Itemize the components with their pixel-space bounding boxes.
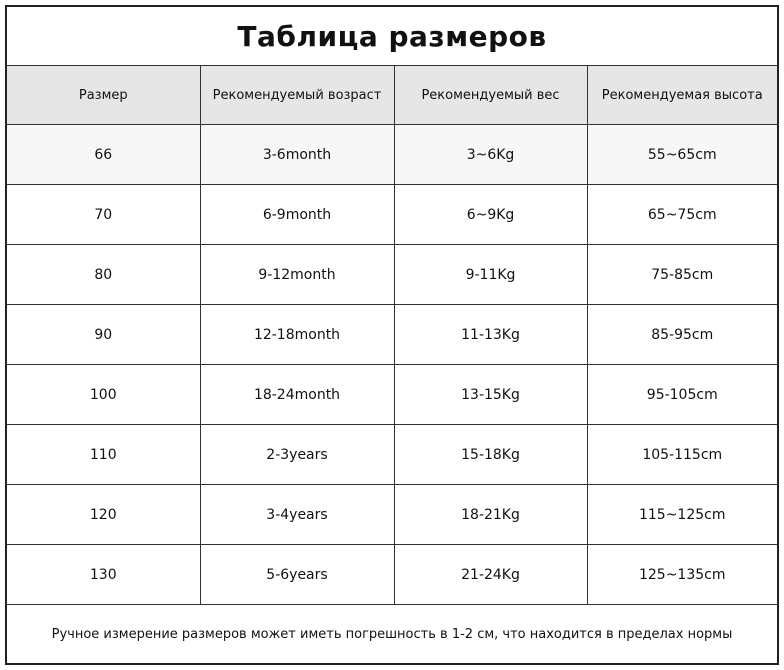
weight-cell: 15-18Kg — [394, 425, 587, 485]
height-cell: 95-105cm — [587, 365, 777, 425]
height-cell: 125~135cm — [587, 545, 777, 605]
age-cell: 3-4years — [200, 485, 394, 545]
size-cell: 70 — [7, 185, 200, 245]
header-size: Размер — [7, 66, 200, 125]
size-chart — [5, 5, 779, 665]
header-weight: Рекомендуемый вес — [394, 66, 587, 125]
weight-cell: 18-21Kg — [394, 485, 587, 545]
measurement-note: Ручное измерение размеров может иметь погрешность в 1-2 см, что находится в пределах нормы — [51, 626, 733, 642]
table-row — [7, 305, 777, 365]
age-cell: 12-18month — [200, 305, 394, 365]
height-cell: 85-95cm — [587, 305, 777, 365]
height-cell: 105-115cm — [587, 425, 777, 485]
age-cell: 3-6month — [200, 125, 394, 185]
size-cell: 120 — [7, 485, 200, 545]
size-table — [7, 66, 777, 605]
height-cell: 65~75cm — [587, 185, 777, 245]
table-row — [7, 245, 777, 305]
header-height: Рекомендуемая высота — [587, 66, 777, 125]
header-age: Рекомендуемый возраст — [200, 66, 394, 125]
header-row — [7, 66, 777, 125]
age-cell: 5-6years — [200, 545, 394, 605]
table-row — [7, 365, 777, 425]
size-cell: 66 — [7, 125, 200, 185]
height-cell: 55~65cm — [587, 125, 777, 185]
table-row — [7, 485, 777, 545]
age-cell: 2-3years — [200, 425, 394, 485]
weight-cell: 6~9Kg — [394, 185, 587, 245]
size-cell: 100 — [7, 365, 200, 425]
size-cell: 130 — [7, 545, 200, 605]
age-cell: 6-9month — [200, 185, 394, 245]
table-row — [7, 125, 777, 185]
chart-title: Таблица размеров — [7, 7, 777, 66]
size-cell: 110 — [7, 425, 200, 485]
height-cell: 75-85cm — [587, 245, 777, 305]
height-cell: 115~125cm — [587, 485, 777, 545]
table-row — [7, 425, 777, 485]
size-cell: 90 — [7, 305, 200, 365]
table-row — [7, 185, 777, 245]
age-cell: 9-12month — [200, 245, 394, 305]
table-row — [7, 545, 777, 605]
weight-cell: 21-24Kg — [394, 545, 587, 605]
weight-cell: 11-13Kg — [394, 305, 587, 365]
weight-cell: 3~6Kg — [394, 125, 587, 185]
size-cell: 80 — [7, 245, 200, 305]
weight-cell: 13-15Kg — [394, 365, 587, 425]
age-cell: 18-24month — [200, 365, 394, 425]
weight-cell: 9-11Kg — [394, 245, 587, 305]
